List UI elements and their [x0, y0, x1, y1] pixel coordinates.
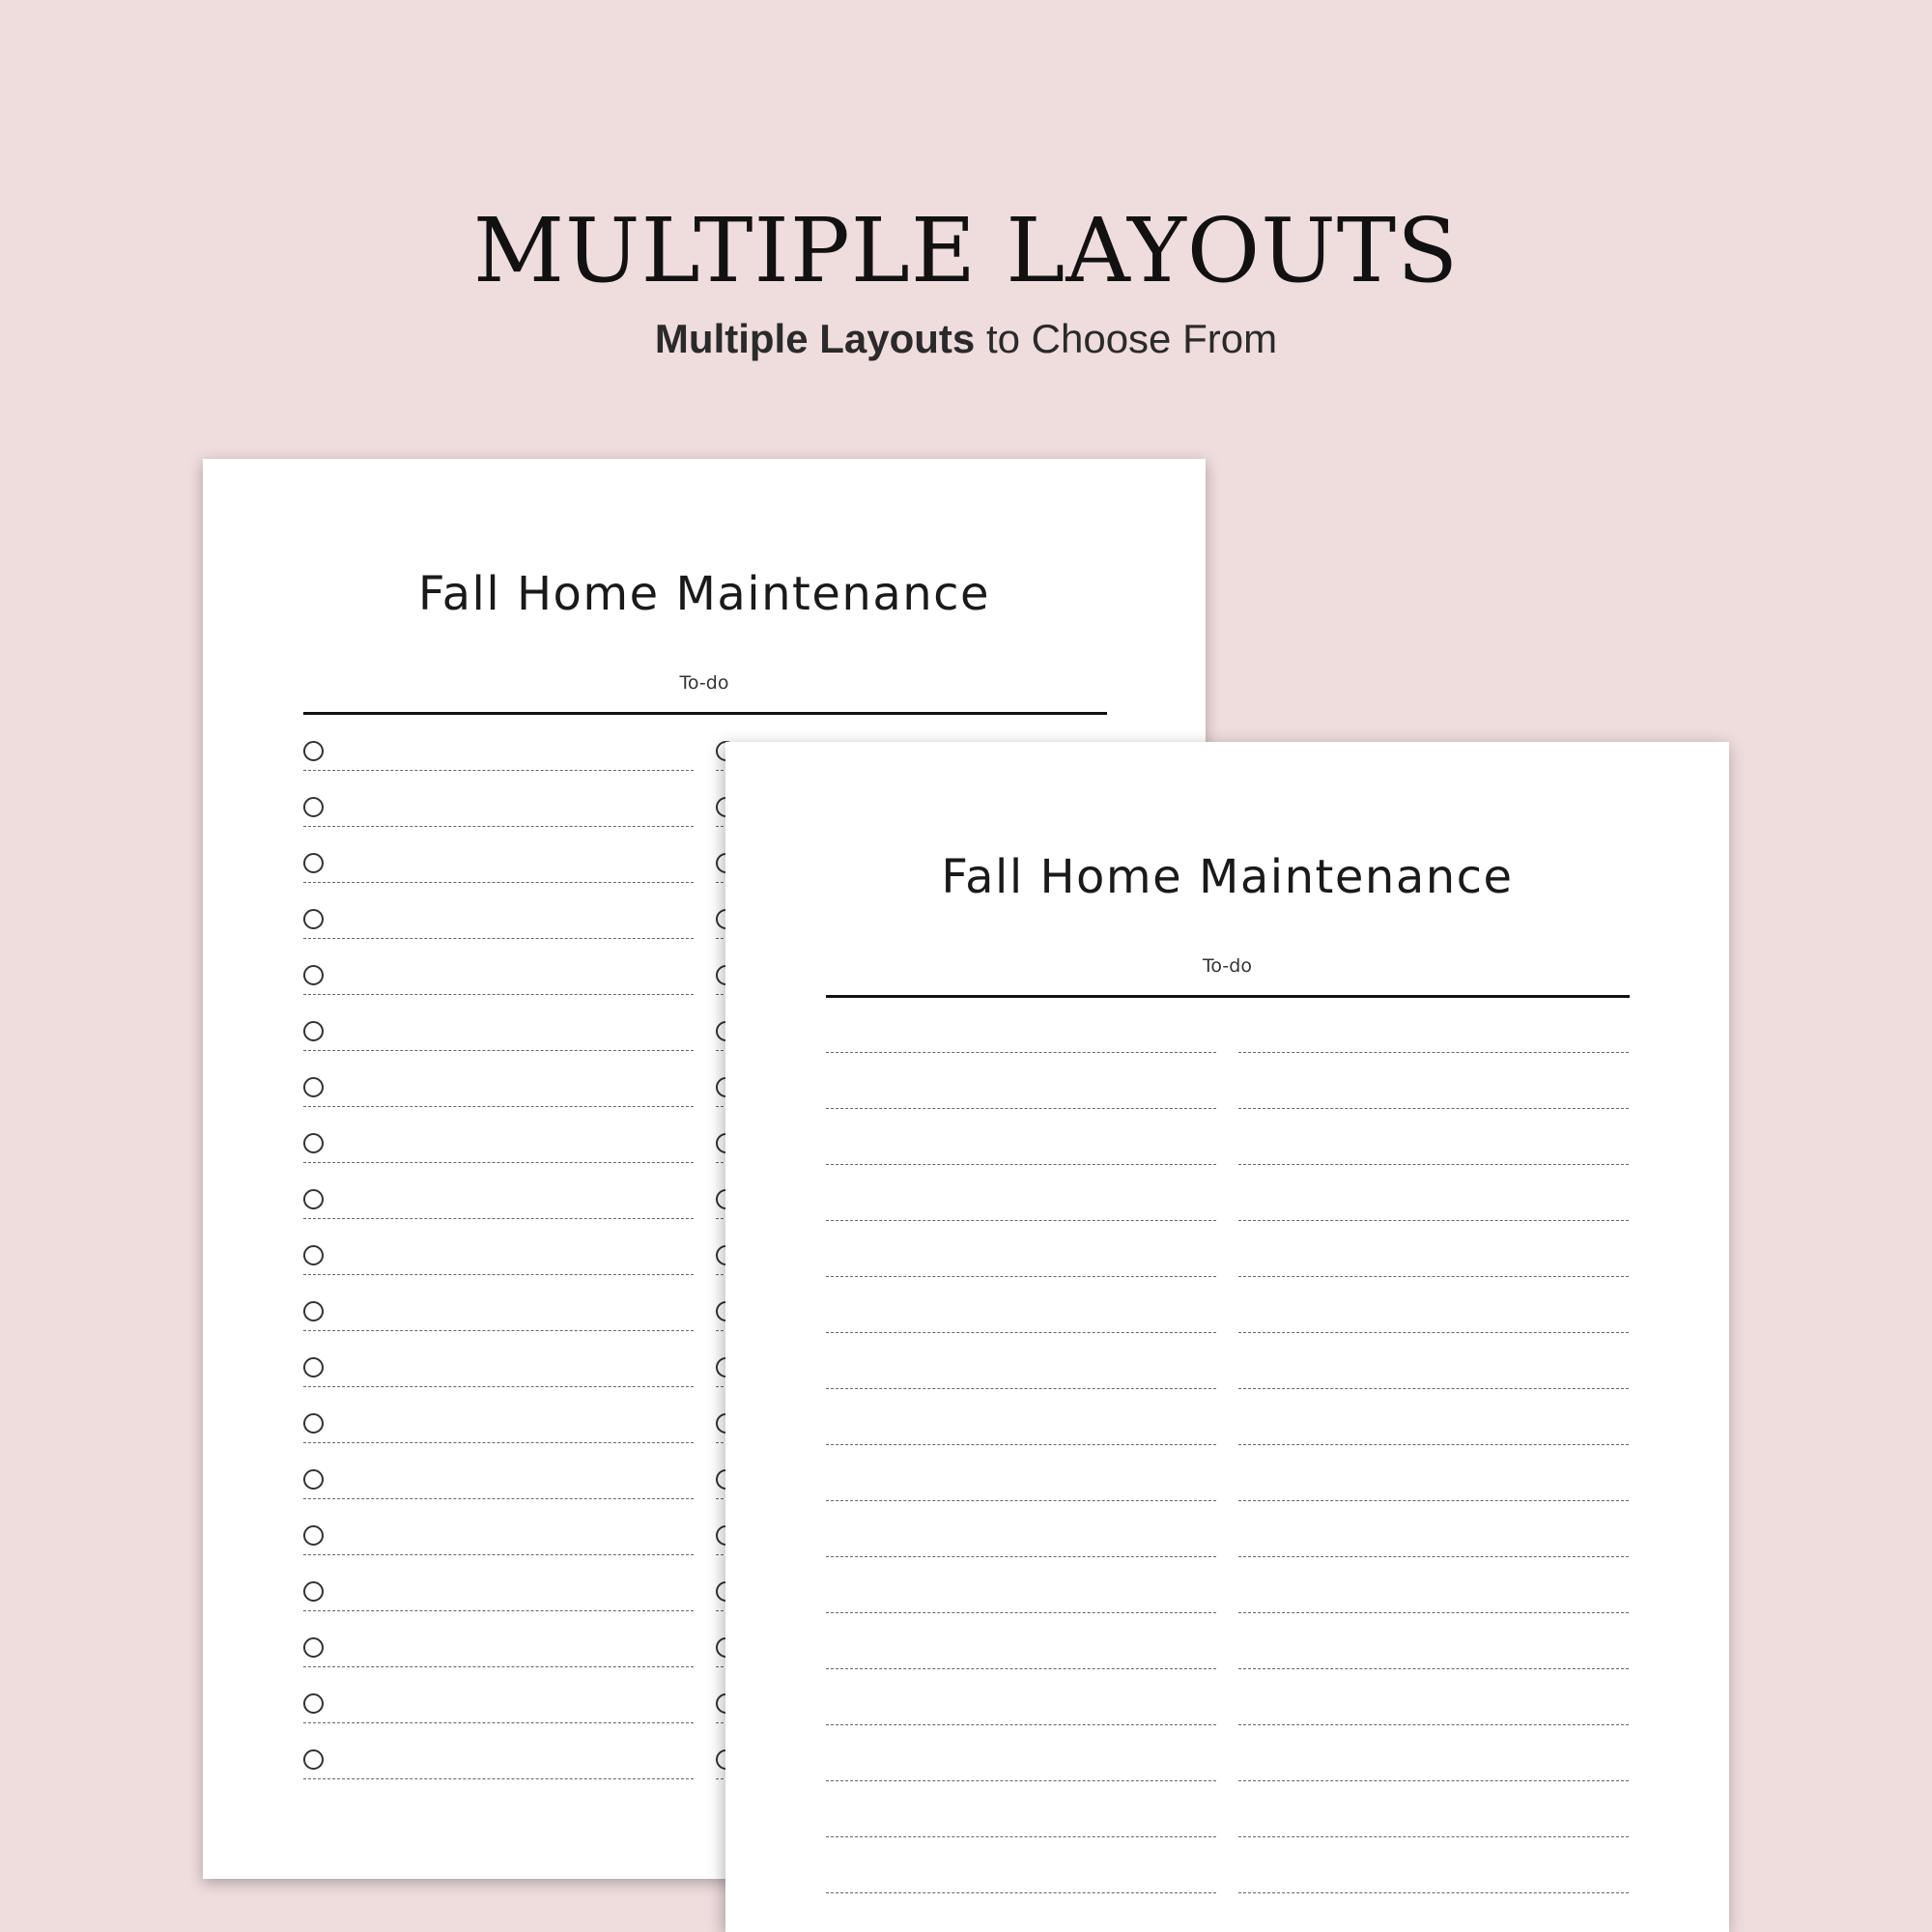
writing-line[interactable]	[826, 1836, 1216, 1838]
writing-line[interactable]	[1238, 1612, 1629, 1614]
checklist-line	[303, 1218, 694, 1220]
writing-line[interactable]	[1238, 1892, 1629, 1894]
writing-line[interactable]	[826, 1724, 1216, 1726]
checklist-line	[303, 1106, 694, 1108]
checkbox-circle[interactable]	[303, 965, 324, 985]
checkbox-circle[interactable]	[303, 1525, 324, 1546]
checklist-line	[303, 1274, 694, 1276]
writing-line[interactable]	[826, 1332, 1216, 1334]
checkbox-circle[interactable]	[303, 909, 324, 929]
writing-line[interactable]	[826, 1892, 1216, 1894]
writing-line[interactable]	[826, 1444, 1216, 1446]
checkbox-circle[interactable]	[303, 1693, 324, 1714]
checklist-line	[303, 1162, 694, 1164]
checklist-line	[303, 1386, 694, 1388]
section-rule	[303, 712, 1107, 715]
page-heading: MULTIPLE LAYOUTS	[472, 199, 1460, 302]
sheet-title: Fall Home Maintenance	[941, 850, 1514, 904]
writing-line[interactable]	[1238, 1332, 1629, 1334]
subheading-rest: to Choose From	[975, 316, 1278, 361]
checkbox-circle[interactable]	[303, 1749, 324, 1770]
checklist-line	[303, 1442, 694, 1444]
page-subheading	[0, 315, 1932, 363]
checklist-line	[303, 938, 694, 940]
subheading-bold: Multiple Layouts	[654, 316, 976, 361]
checkbox-circle[interactable]	[303, 1245, 324, 1265]
writing-line[interactable]	[826, 1220, 1216, 1222]
writing-line[interactable]	[1238, 1668, 1629, 1670]
checklist-line	[303, 1330, 694, 1332]
writing-line[interactable]	[826, 1108, 1216, 1110]
writing-line[interactable]	[1238, 1500, 1629, 1502]
checklist-line	[303, 1610, 694, 1612]
sheet-lined	[725, 742, 1729, 1932]
section-rule	[826, 995, 1630, 998]
checkbox-circle[interactable]	[303, 1133, 324, 1153]
checkbox-circle[interactable]	[303, 1413, 324, 1434]
writing-line[interactable]	[826, 1164, 1216, 1166]
checkbox-circle[interactable]	[303, 1581, 324, 1602]
writing-line[interactable]	[1238, 1052, 1629, 1054]
checklist-line	[303, 1050, 694, 1052]
checkbox-circle[interactable]	[303, 741, 324, 761]
checkbox-circle[interactable]	[303, 797, 324, 817]
checklist-line	[303, 1554, 694, 1556]
writing-line[interactable]	[826, 1668, 1216, 1670]
checkbox-circle[interactable]	[303, 1637, 324, 1658]
checklist-line	[303, 1778, 694, 1780]
writing-line[interactable]	[826, 1052, 1216, 1054]
writing-line[interactable]	[826, 1276, 1216, 1278]
writing-line[interactable]	[1238, 1164, 1629, 1166]
checkbox-circle[interactable]	[303, 1301, 324, 1321]
writing-line[interactable]	[1238, 1724, 1629, 1726]
checklist-line	[303, 1666, 694, 1668]
writing-line[interactable]	[826, 1500, 1216, 1502]
checkbox-circle[interactable]	[303, 1357, 324, 1378]
sheet-section-label: To-do	[1203, 955, 1252, 977]
sheet-title: Fall Home Maintenance	[417, 567, 991, 621]
checkbox-circle[interactable]	[303, 1021, 324, 1041]
writing-line[interactable]	[1238, 1836, 1629, 1838]
writing-line[interactable]	[1238, 1556, 1629, 1558]
checkbox-circle[interactable]	[303, 1469, 324, 1490]
checklist-line	[303, 994, 694, 996]
writing-line[interactable]	[826, 1612, 1216, 1614]
checkbox-circle[interactable]	[303, 1189, 324, 1209]
checklist-line	[303, 770, 694, 772]
writing-line[interactable]	[826, 1556, 1216, 1558]
checkbox-circle[interactable]	[303, 853, 324, 873]
writing-line[interactable]	[1238, 1276, 1629, 1278]
checklist-line	[303, 1722, 694, 1724]
checklist-line	[303, 882, 694, 884]
checklist-line	[303, 1498, 694, 1500]
writing-line[interactable]	[1238, 1780, 1629, 1782]
writing-line[interactable]	[1238, 1444, 1629, 1446]
checkbox-circle[interactable]	[303, 1077, 324, 1097]
writing-line[interactable]	[1238, 1108, 1629, 1110]
writing-line[interactable]	[826, 1388, 1216, 1390]
sheet-section-label: To-do	[679, 672, 729, 694]
writing-line[interactable]	[1238, 1220, 1629, 1222]
checklist-line	[303, 826, 694, 828]
writing-line[interactable]	[1238, 1388, 1629, 1390]
writing-line[interactable]	[826, 1780, 1216, 1782]
